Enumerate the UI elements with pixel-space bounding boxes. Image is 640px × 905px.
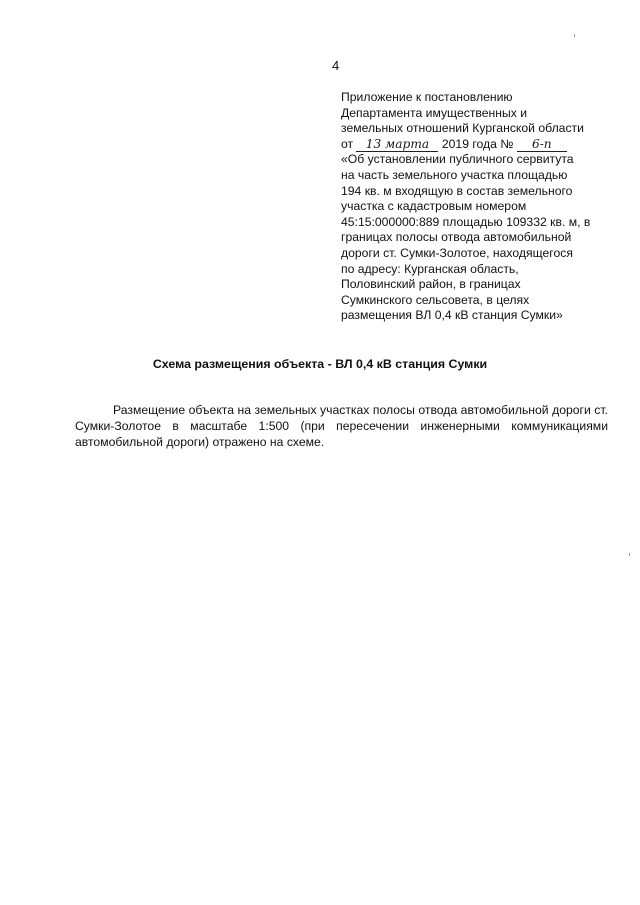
appendix-line: Сумкинского сельсовета, в целях	[341, 292, 530, 307]
appendix-line: на часть земельного участка площадью	[341, 167, 568, 182]
scan-speck	[629, 553, 630, 556]
appendix-line: размещения ВЛ 0,4 кВ станция Сумки»	[341, 308, 563, 323]
appendix-line: 194 кв. м входящую в состав земельного	[341, 183, 573, 198]
body-paragraph: Размещение объекта на земельных участках полосы отвода автомобильной дороги ст. Сумки-Золотое в масштабе 1:500 (при пересечении инженерными коммуникациями автомобильной дороги) отражено на схеме.	[75, 403, 608, 450]
appendix-line: Приложение к постановлению	[341, 90, 513, 104]
appendix-date-line	[341, 137, 611, 153]
document-title: Схема размещения объекта - ВЛ 0,4 кВ станция Сумки	[152, 357, 488, 371]
appendix-header	[341, 90, 611, 324]
appendix-line: участка с кадастровым номером	[341, 199, 527, 214]
scan-speck	[574, 34, 575, 37]
appendix-line: границах полосы отвода автомобильной	[341, 230, 572, 245]
handwritten-number: 6-п	[517, 138, 567, 152]
year-text: 2019 года №	[441, 136, 514, 151]
from-prefix: от	[341, 136, 354, 151]
appendix-line: Департамента имущественных и	[341, 105, 528, 120]
appendix-line: 45:15:000000:889 площадью 109332 кв. м, в	[341, 214, 591, 229]
appendix-line: земельных отношений Курганской области	[341, 121, 584, 136]
page-number: 4	[332, 58, 340, 73]
appendix-line: дороги ст. Сумки-Золотое, находящегося	[341, 245, 573, 260]
handwritten-date: 13 марта	[356, 138, 438, 152]
appendix-line: по адресу: Курганская область,	[341, 261, 519, 276]
appendix-line: «Об установлении публичного сервитута	[341, 152, 574, 167]
appendix-line: Половинский район, в границах	[341, 277, 521, 292]
